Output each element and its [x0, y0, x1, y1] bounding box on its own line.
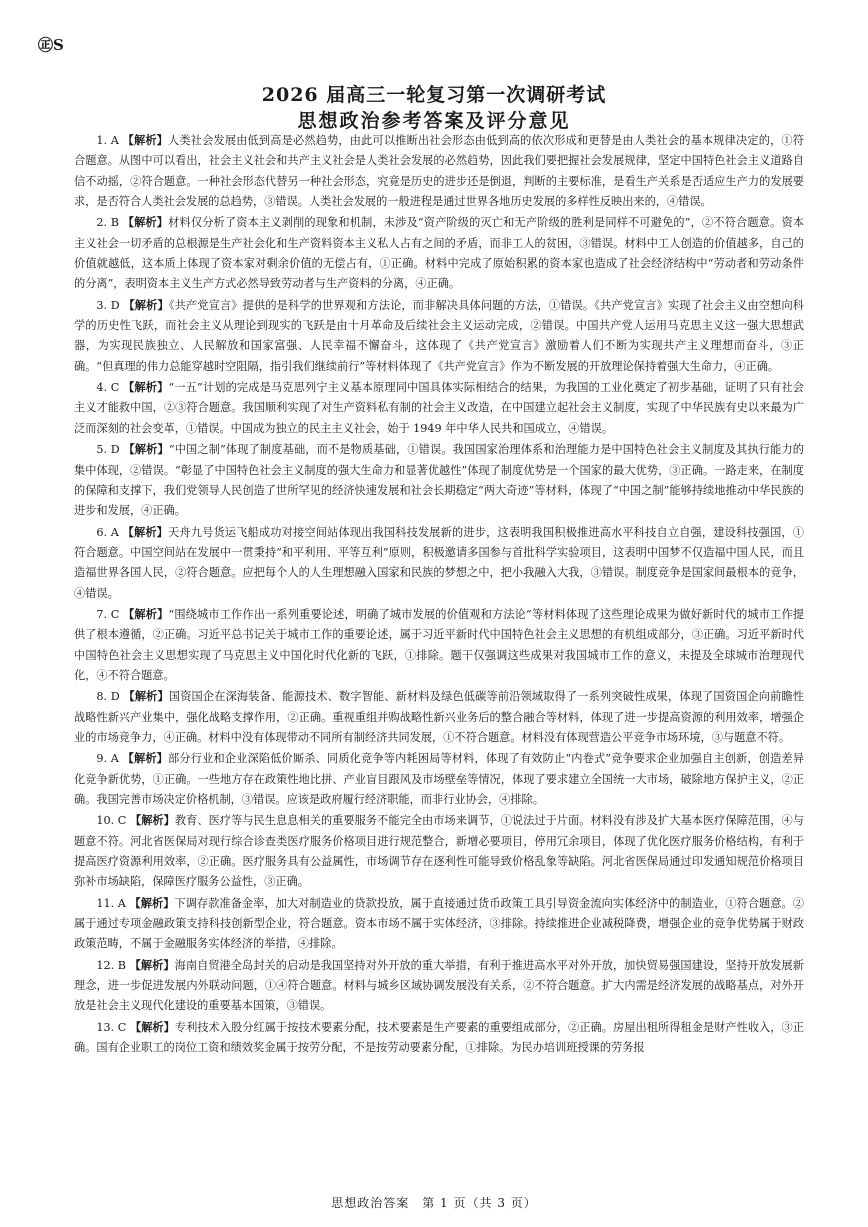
analysis-tag: 【解析】 — [122, 215, 169, 230]
answer-item-9 — [74, 748, 804, 810]
item-text: 专利技术入股分红属于按技术要素分配，技术要素是生产要素的重要组成部分，②正确。房屋出租所得租金是财产性收入，③正确。国有企业职工的岗位工资和绩效奖金属于按劳分配，不是按劳动要素分配，①排除。为民办培训班授课的劳务报 — [74, 1020, 804, 1055]
analysis-tag: 【解析】 — [123, 606, 169, 621]
item-text: 海南自贸港全岛封关的启动是我国坚持对外开放的重大举措，有利于推进高水平对外开放，加快贸易强国建设，坚持开放发展新理念，进一步促进发展内外联动问题，①④符合题意。材料与城乡区域协调发展没有关系，②不符合题意。扩大内需是经济发展的战略基点，对外开放是社会主义现代化建设的重要基本国策，③错误。 — [74, 958, 804, 1013]
answer-item-1 — [74, 130, 804, 212]
answer-list — [74, 130, 804, 1058]
item-number: 6. A — [96, 525, 119, 539]
analysis-tag: 【解析】 — [123, 689, 169, 704]
item-number: 8. D — [96, 690, 120, 704]
analysis-tag: 【解析】 — [123, 380, 169, 395]
item-number: 12. B — [96, 958, 127, 972]
analysis-tag: 【解析】 — [123, 297, 169, 312]
item-text: 部分行业和企业深陷低价厮杀、同质化竞争等内耗困局等材料，体现了有效防止“内卷式”竞争要求企业加强自主创新，创造差异化竞争新优势，①正确。一些地方存在政策性地比拼、产业盲目跟风及市场壁垒等情况，体现了要求建立全国统一大市场，破除地方保护主义，②正确。我国完善市场决定价格机制，③错误。应该是政府履行经济职能，而非行业协会，④排除。 — [74, 752, 805, 806]
item-text: 材料仅分析了资本主义剥削的现象和机制，未涉及“资产阶级的灭亡和无产阶级的胜利是同样不可避免的”，②不符合题意。资本主义社会一切矛盾的总根源是生产社会化和生产资料资本主义私人占有之间的矛盾，而非工人的贫困，③错误。材料中工人创造的价值越多，自己的价值就越低，这本质上体现了资本家对剩余价值的无偿占有，①正确。材料中完成了原始积累的资本家也造成了社会经济结构中“劳动者和劳动条件的分离”，表明资本主义生产方式必然导致劳动者与生产资料的分离，④正确。 — [74, 216, 804, 291]
item-text: “围绕城市工作作出一系列重要论述，明确了城市发展的价值观和方法论”等材料体现了这些理论成果为做好新时代的城市工作提供了根本遵循，②正确。习近平总书记关于城市工作的重要论述，属于习近平新时代中国特色社会主义思想的有机组成部分，③正确。习近平新时代中国特色社会主义思想实现了马克思主义中国化时代化新的飞跃，①排除。题干仅强调这些成果对我国城市工作的意义，未提及全球城市治理现代化，④不符合题意。 — [74, 607, 804, 682]
item-number: 5. D — [96, 443, 120, 457]
exam-title: 2026 届高三一轮复习第一次调研考试 — [261, 84, 607, 106]
item-number: 3. D — [96, 298, 120, 312]
answer-subtitle: 思想政治参考答案及评分意见 — [297, 110, 571, 132]
item-number: 11. A — [96, 896, 126, 910]
answer-item-11 — [74, 893, 804, 955]
answer-item-13 — [74, 1017, 804, 1059]
item-number: 1. A — [96, 134, 119, 147]
item-number: 10. C — [96, 814, 127, 828]
answer-item-6 — [74, 522, 804, 604]
item-number: 2. B — [96, 216, 120, 230]
answer-item-3 — [74, 295, 804, 377]
item-number: 7. C — [96, 607, 120, 621]
answer-item-10 — [74, 810, 804, 892]
page-footer: 思想政治答案 第 1 页（共 3 页） — [331, 1196, 537, 1210]
answer-item-7 — [74, 604, 804, 686]
analysis-tag: 【解析】 — [129, 1019, 175, 1034]
analysis-tag: 【解析】 — [129, 895, 175, 910]
item-text: 天舟九号货运飞船成功对接空间站体现出我国科技发展新的进步，这表明我国积极推进高水平科技自立自强，建设科技强国，①符合题意。中国空间站在发展中一贯秉持“和平利用、平等互利”原则，积极邀请多国参与首批科学实验项目，这表明中国梦不仅造福中国人民，而且造福世界各国人民，②符合题意。应把每个人的人生理想融入国家和民族的梦想之中，把小我融入大我，③错误。制度竞争是国家间最根本的竞争，④错误。 — [74, 525, 804, 600]
item-text: “一五”计划的完成是马克思列宁主义基本原理同中国具体实际相结合的结果，为我国的工业化奠定了初步基础，证明了只有社会主义才能救中国，②③符合题意。我国顺利实现了对生产资料私有制的社会主义改造，在中国建立起社会主义制度，实现了中华民族有史以来最为广泛而深刻的社会变革，①错误。中国成为独立的民主主义社会，始于 1949 年中华人民共和国成立，④错误。 — [74, 381, 804, 435]
answer-item-4 — [74, 377, 804, 439]
answer-item-12 — [74, 955, 804, 1017]
analysis-tag: 【解析】 — [123, 442, 169, 457]
item-text: 教育、医疗等与民生息息相关的重要服务不能完全由市场来调节，①说法过于片面。材料没有涉及扩大基本医疗保障范围，④与题意不符。河北省医保局对现行综合诊查类医疗服务价格项目进行规范整合，新增必要项目，停用冗余项目，体现了优化医疗服务价格结构，有利于提高医疗资源利用效率，②正确。医疗服务具有公益属性，市场调节存在逐利性可能导致价格乱象等缺陷。河北省医保局通过印发通知规范价格项目弥补市场缺陷，保障医疗服务公益性，③正确。 — [74, 814, 804, 889]
item-text: 国资国企在深海装备、能源技术、数字智能、新材料及绿色低碳等前沿领域取得了一系列突破性成果，体现了国资国企向前瞻性战略性新兴产业集中，强化战略支撑作用，②正确。重视重组并购战略性新兴业务后的整合融合等材料，体现了进一步提高资源的利用效率，增强企业的市场竞争力，④正确。材料中没有体现带动不同所有制经济共同发展，①不符合题意。材料没有体现营造公平竞争市场环境，③与题意不符。 — [74, 690, 804, 744]
analysis-tag: 【解析】 — [129, 957, 175, 972]
item-number: 9. A — [96, 752, 119, 766]
answer-item-2 — [74, 212, 804, 294]
item-number: 4. C — [96, 381, 120, 395]
analysis-tag: 【解析】 — [122, 133, 169, 147]
analysis-tag: 【解析】 — [122, 524, 169, 539]
item-text: 人类社会发展由低到高是必然趋势，由此可以推断出社会形态由低到高的依次形成和更替是由人类社会的基本规律决定的，①符合题意。从图中可以看出，社会主义社会和共产主义社会是人类社会发展的必然趋势，因此我们要把握社会发展规律，坚定中国特色社会主义道路自信不动摇，②符合题意。一种社会形态代替另一种社会形态，究竟是历史的进步还是倒退，判断的主要标准，是看生产关系是否适应生产力的发展要求，是否符合人类社会发展的总趋势，③错误。人类社会发展的一般进程是通过世界各地历史发展的多样性反映出来的，④错误。 — [74, 134, 804, 209]
analysis-tag: 【解析】 — [129, 813, 175, 828]
item-text: 《共产党宣言》提供的是科学的世界观和方法论，而非解决具体问题的方法，①错误。《共产党宣言》实现了社会主义由空想向科学的历史性飞跃，而社会主义从理论到现实的飞跃是由十月革命及后续社会主义运动完成，②错误。中国共产党人运用马克思主义这一强大思想武器，为实现民族独立、人民解放和国家富强、人民幸福不懈奋斗，这体现了《共产党宣言》激励着人们不断为实现共产主义理想而奋斗，③正确。“但真理的伟力总能穿越时空阻隔，指引我们继续前行”等材料体现了《共产党宣言》作为不断发展的开放理论保持着强大生命力，④正确。 — [74, 298, 804, 373]
item-number: 13. C — [96, 1020, 127, 1034]
item-text: 下调存款准备金率，加大对制造业的贷款投放，属于直接通过货币政策工具引导资金流向实体经济中的制造业，①符合题意。②属于通过专项金融政策支持科技创新型企业，符合题意。资本市场不属于实体经济，③排除。持续推进企业减税降费，增强企业的竞争优势属于财政政策范畴，不属于金融服务实体经济的举措，④排除。 — [74, 896, 804, 951]
answer-item-8 — [74, 686, 804, 748]
corner-mark: ㊣S — [38, 36, 64, 54]
answer-item-5 — [74, 439, 804, 521]
analysis-tag: 【解析】 — [122, 751, 169, 766]
item-text: “中国之制”体现了制度基础，而不是物质基础，①错误。我国国家治理体系和治理能力是中国特色社会主义制度及其执行能力的集中体现，②错误。“彰显了中国特色社会主义制度的强大生命力和显著优越性”体现了制度优势是一个国家的最大优势，③正确。一路走来，在制度的保障和支撑下，我们党领导人民创造了世所罕见的经济快速发展和社会长期稳定“两大奇迹”等材料，体现了“中国之制”能够持续地推动中华民族的进步和发展，④正确。 — [74, 443, 804, 518]
